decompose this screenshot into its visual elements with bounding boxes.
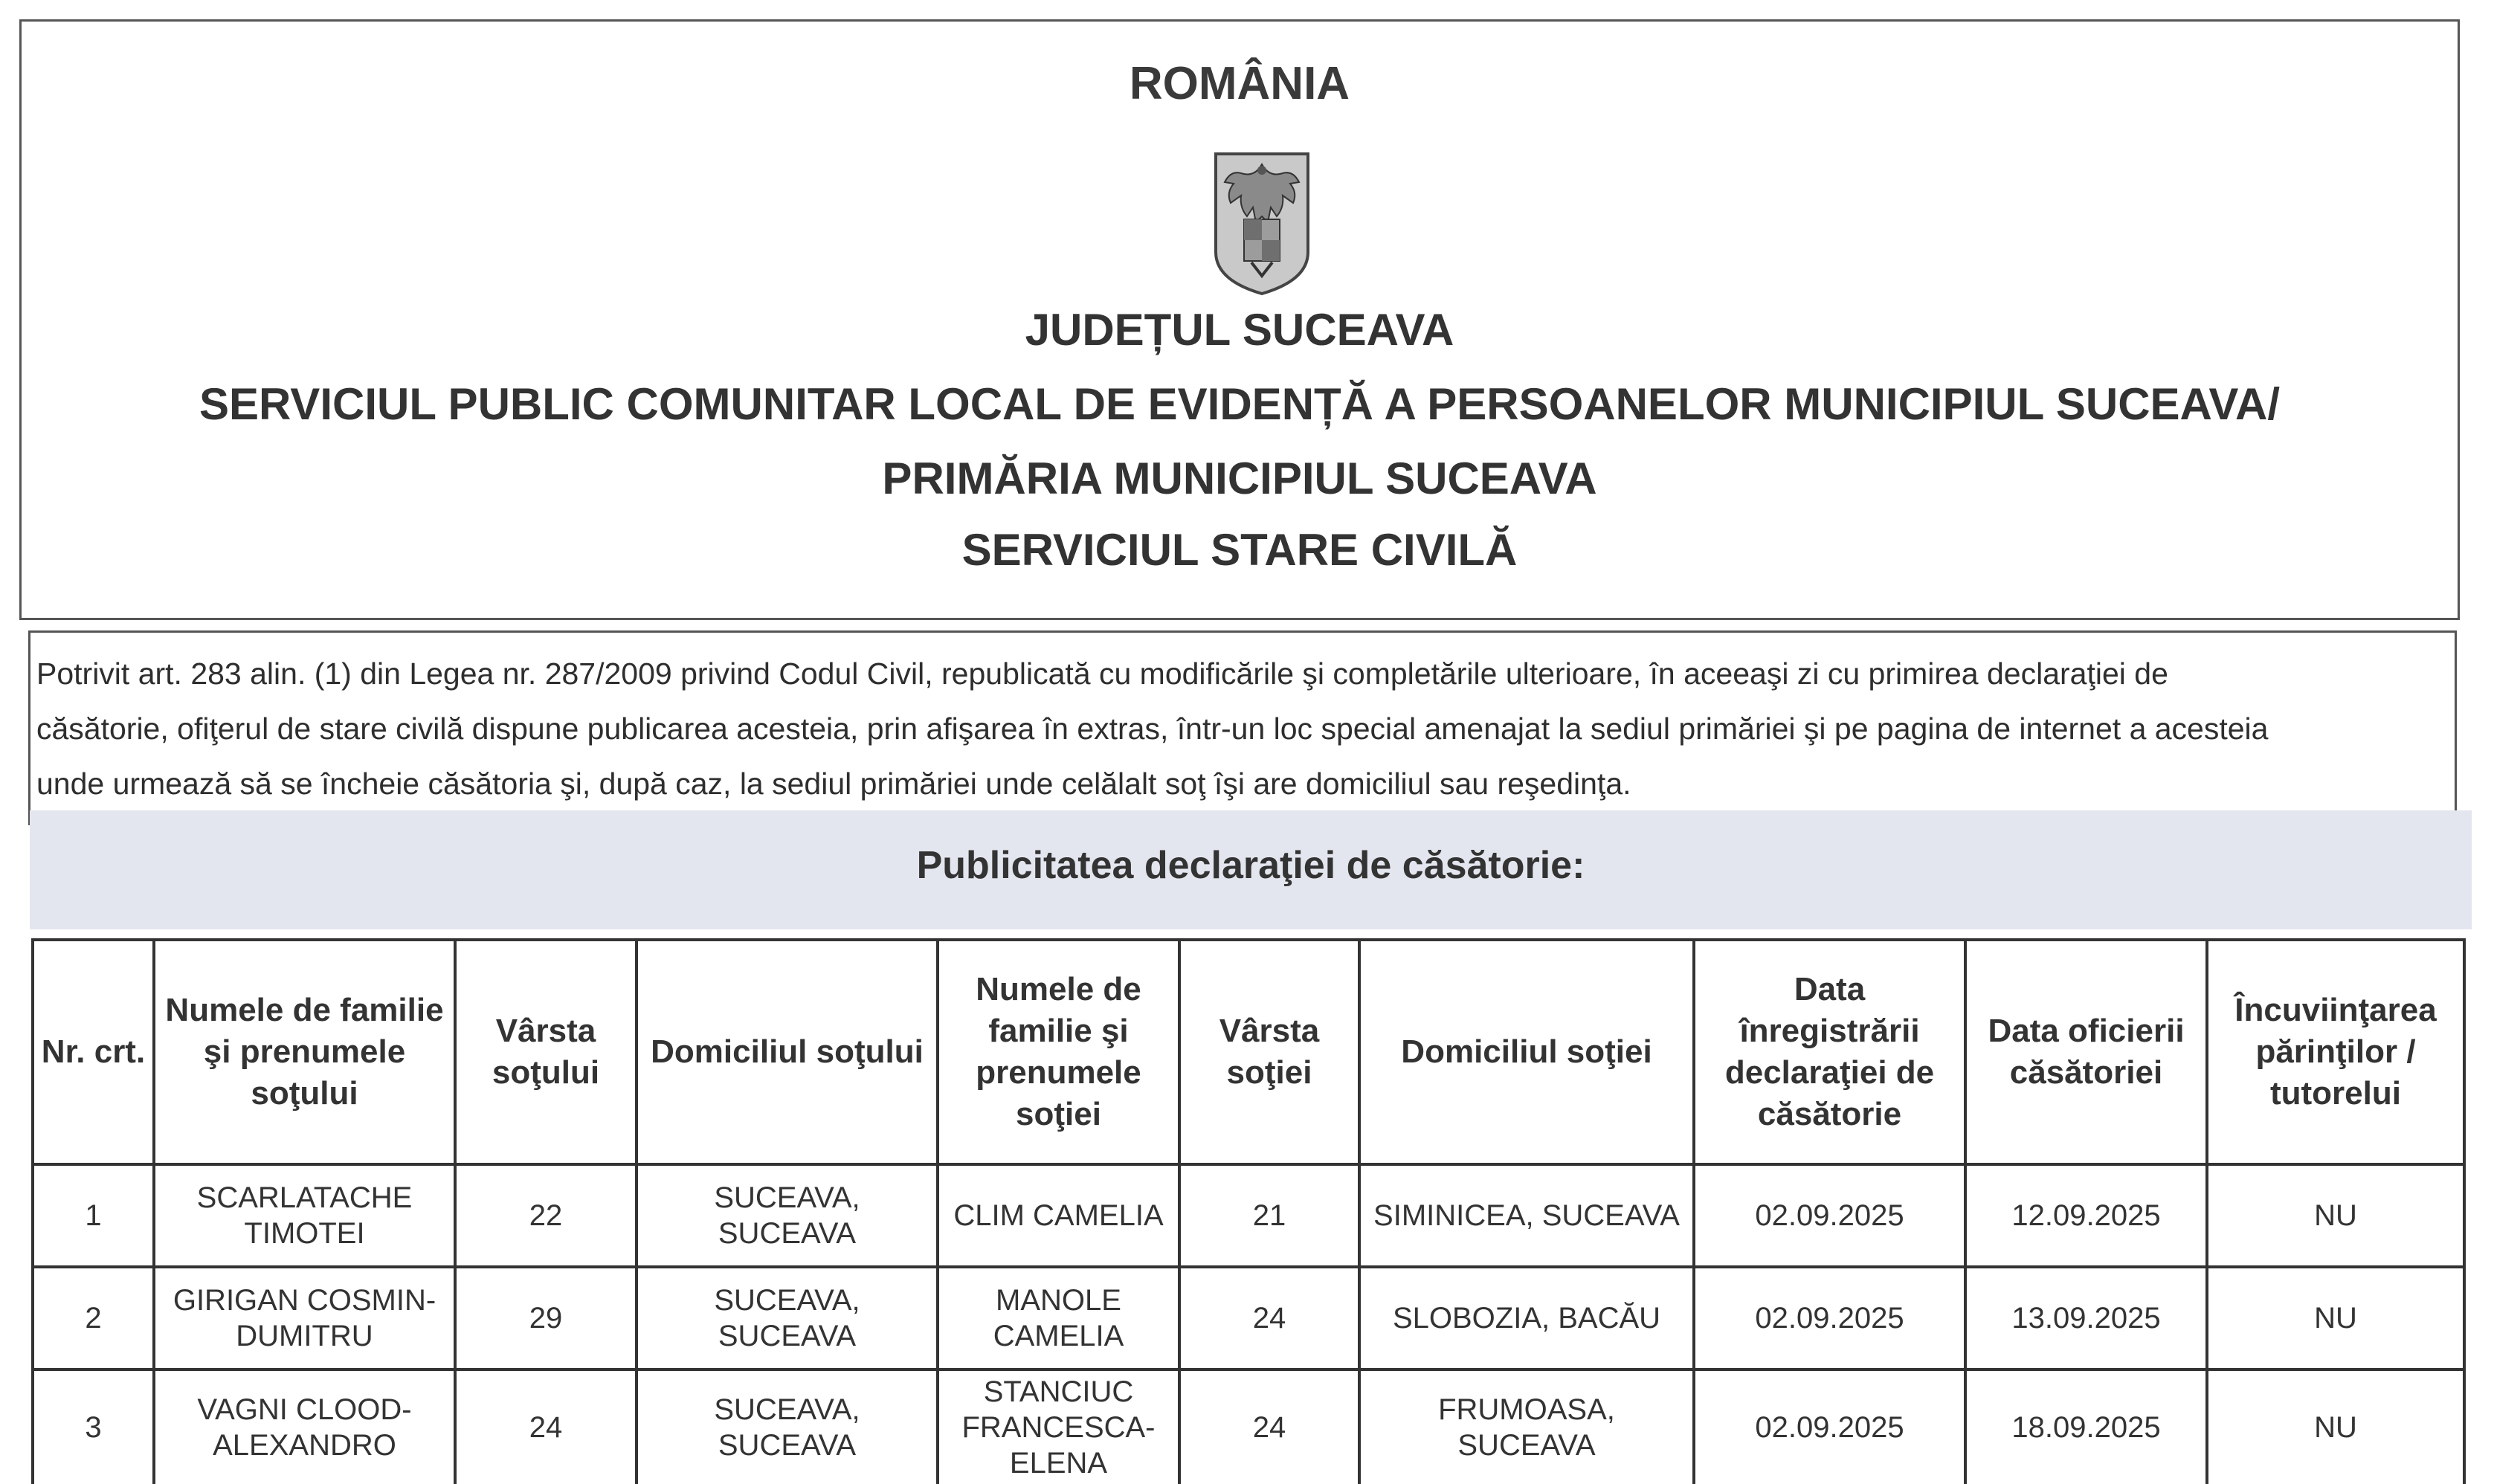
col-header-ceremony-date: Data oficierii căsătoriei: [1965, 940, 2207, 1164]
col-header-husband-domicile: Domiciliul soţului: [637, 940, 938, 1164]
cell-registration-date: 02.09.2025: [1694, 1164, 1965, 1267]
legal-notice: [28, 630, 2457, 825]
cell-ceremony-date: 18.09.2025: [1965, 1370, 2207, 1484]
county-title: JUDEȚUL SUCEAVA: [1025, 305, 1454, 355]
col-header-husband-name: Numele de familie şi prenumele soţului: [154, 940, 455, 1164]
header-box: [19, 19, 2460, 620]
table-row: [33, 1267, 2464, 1370]
cell-nr: 3: [33, 1370, 154, 1484]
col-header-nr: Nr. crt.: [33, 940, 154, 1164]
cell-wife-domicile: SIMINICEA, SUCEAVA: [1359, 1164, 1694, 1267]
city-hall-title: PRIMĂRIA MUNICIPIUL SUCEAVA: [882, 454, 1597, 503]
marriage-declarations-table: [31, 938, 2466, 1484]
cell-husband-domicile: SUCEAVA, SUCEAVA: [637, 1267, 938, 1370]
country-title: ROMÂNIA: [1129, 58, 1350, 109]
cell-ceremony-date: 12.09.2025: [1965, 1164, 2207, 1267]
section-title: Publicitatea declaraţiei de căsătorie:: [916, 844, 1585, 887]
section-banner: [30, 810, 2472, 929]
cell-ceremony-date: 13.09.2025: [1965, 1267, 2207, 1370]
cell-registration-date: 02.09.2025: [1694, 1370, 1965, 1484]
legal-notice-line: unde urmează să se încheie căsătoria şi, după caz, la sediul primăriei unde celălalt soţ îşi are domiciliul sau reşedinţa.: [36, 767, 1631, 801]
service-title: SERVICIUL PUBLIC COMUNITAR LOCAL DE EVIDENȚĂ A PERSOANELOR MUNICIPIUL SUCEAVA/: [199, 379, 2280, 429]
legal-notice-line: căsătorie, ofiţerul de stare civilă dispune publicarea acesteia, prin afişarea în extras, într-un loc special amenajat la sediul primăriei şi pe pagina de internet a acesteia: [36, 712, 2269, 746]
col-header-registration-date: Data înregistrării declaraţiei de căsătorie: [1694, 940, 1965, 1164]
cell-nr: 1: [33, 1164, 154, 1267]
cell-wife-name: MANOLE CAMELIA: [938, 1267, 1179, 1370]
cell-wife-name: STANCIUC FRANCESCA-ELENA: [938, 1370, 1179, 1484]
cell-husband-name: VAGNI CLOOD-ALEXANDRO: [154, 1370, 455, 1484]
legal-notice-line: Potrivit art. 283 alin. (1) din Legea nr. 287/2009 privind Codul Civil, republicată cu modificările şi completările ulterioare, în aceeaşi zi cu primirea declaraţiei de: [36, 656, 2168, 691]
cell-nr: 2: [33, 1267, 154, 1370]
table-row: [33, 1370, 2464, 1484]
cell-wife-age: 24: [1179, 1370, 1359, 1484]
cell-husband-age: 24: [455, 1370, 637, 1484]
cell-wife-domicile: FRUMOASA, SUCEAVA: [1359, 1370, 1694, 1484]
cell-registration-date: 02.09.2025: [1694, 1267, 1965, 1370]
table-header-row: [33, 940, 2464, 1164]
cell-consent: NU: [2207, 1370, 2464, 1484]
cell-consent: NU: [2207, 1267, 2464, 1370]
cell-consent: NU: [2207, 1164, 2464, 1267]
cell-husband-name: GIRIGAN COSMIN-DUMITRU: [154, 1267, 455, 1370]
cell-wife-domicile: SLOBOZIA, BACĂU: [1359, 1267, 1694, 1370]
cell-husband-domicile: SUCEAVA, SUCEAVA: [637, 1164, 938, 1267]
col-header-wife-name: Numele de familie şi prenumele soţiei: [938, 940, 1179, 1164]
cell-husband-age: 22: [455, 1164, 637, 1267]
cell-wife-name: CLIM CAMELIA: [938, 1164, 1179, 1267]
table-row: [33, 1164, 2464, 1267]
coat-of-arms-icon: [1211, 148, 1312, 297]
cell-wife-age: 21: [1179, 1164, 1359, 1267]
department-title: SERVICIUL STARE CIVILĂ: [961, 525, 1518, 575]
cell-wife-age: 24: [1179, 1267, 1359, 1370]
cell-husband-name: SCARLATACHE TIMOTEI: [154, 1164, 455, 1267]
col-header-consent: Încuviinţarea părinţilor / tutorelui: [2207, 940, 2464, 1164]
col-header-wife-domicile: Domiciliul soţiei: [1359, 940, 1694, 1164]
col-header-husband-age: Vârsta soţului: [455, 940, 637, 1164]
cell-husband-age: 29: [455, 1267, 637, 1370]
col-header-wife-age: Vârsta soţiei: [1179, 940, 1359, 1164]
cell-husband-domicile: SUCEAVA, SUCEAVA: [637, 1370, 938, 1484]
